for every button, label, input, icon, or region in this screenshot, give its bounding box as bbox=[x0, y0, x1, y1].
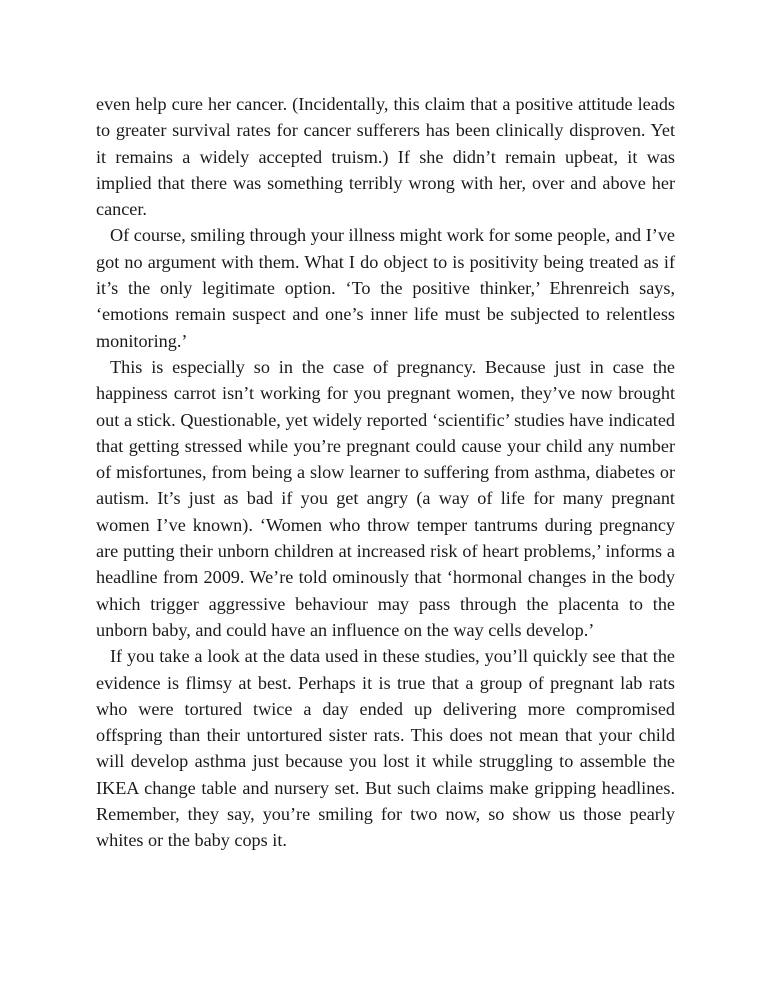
paragraph-3: This is especially so in the case of pregnancy. Because just in case the happiness carrot isn’t working for you pregnant women, they’ve now brought out a stick. Questionable, yet widely reported ‘scientific’ studies have indicated that getting stressed while you’re pregnant could cause your child any number of misfortunes, from being a slow learner to suffering from asthma, diabetes or autism. It’s just as bad if you get angry (a way of life for many pregnant women I’ve known). ‘Women who throw temper tantrums during pregnancy are putting their unborn children at increased risk of heart problems,’ informs a headline from 2009. We’re told ominously that ‘hormonal changes in the body which trigger aggressive behaviour may pass through the placenta to the unborn baby, and could have an influence on the way cells develop.’ bbox=[96, 356, 675, 640]
page-body bbox=[96, 91, 675, 854]
paragraph-1: even help cure her cancer. (Incidentally, this claim that a positive attitude leads to greater survival rates for cancer sufferers has been clinically disproven. Yet it remains a widely accepted truism.) If she didn’t remain upbeat, it was implied that there was something terribly wrong with her, over and above her cancer. bbox=[96, 94, 675, 220]
paragraph-2: Of course, smiling through your illness might work for some people, and I’ve got no argument with them. What I do object to is positivity being treated as if it’s the only legitimate option. ‘To the positive thinker,’ Ehrenreich says, ‘emotions remain suspect and one’s inner life must be subjected to relentless monitoring.’ bbox=[96, 225, 675, 351]
paragraph-4: If you take a look at the data used in these studies, you’ll quickly see that the evidence is flimsy at best. Perhaps it is true that a group of pregnant lab rats who were tortured twice a day ended up delivering more compromised offspring than their untortured sister rats. This does not mean that your child will develop asthma just because you lost it while struggling to assemble the IKEA change table and nursery set. But such claims make gripping headlines. Remember, they say, you’re smiling for two now, so show us those pearly whites or the baby cops it. bbox=[96, 646, 675, 851]
